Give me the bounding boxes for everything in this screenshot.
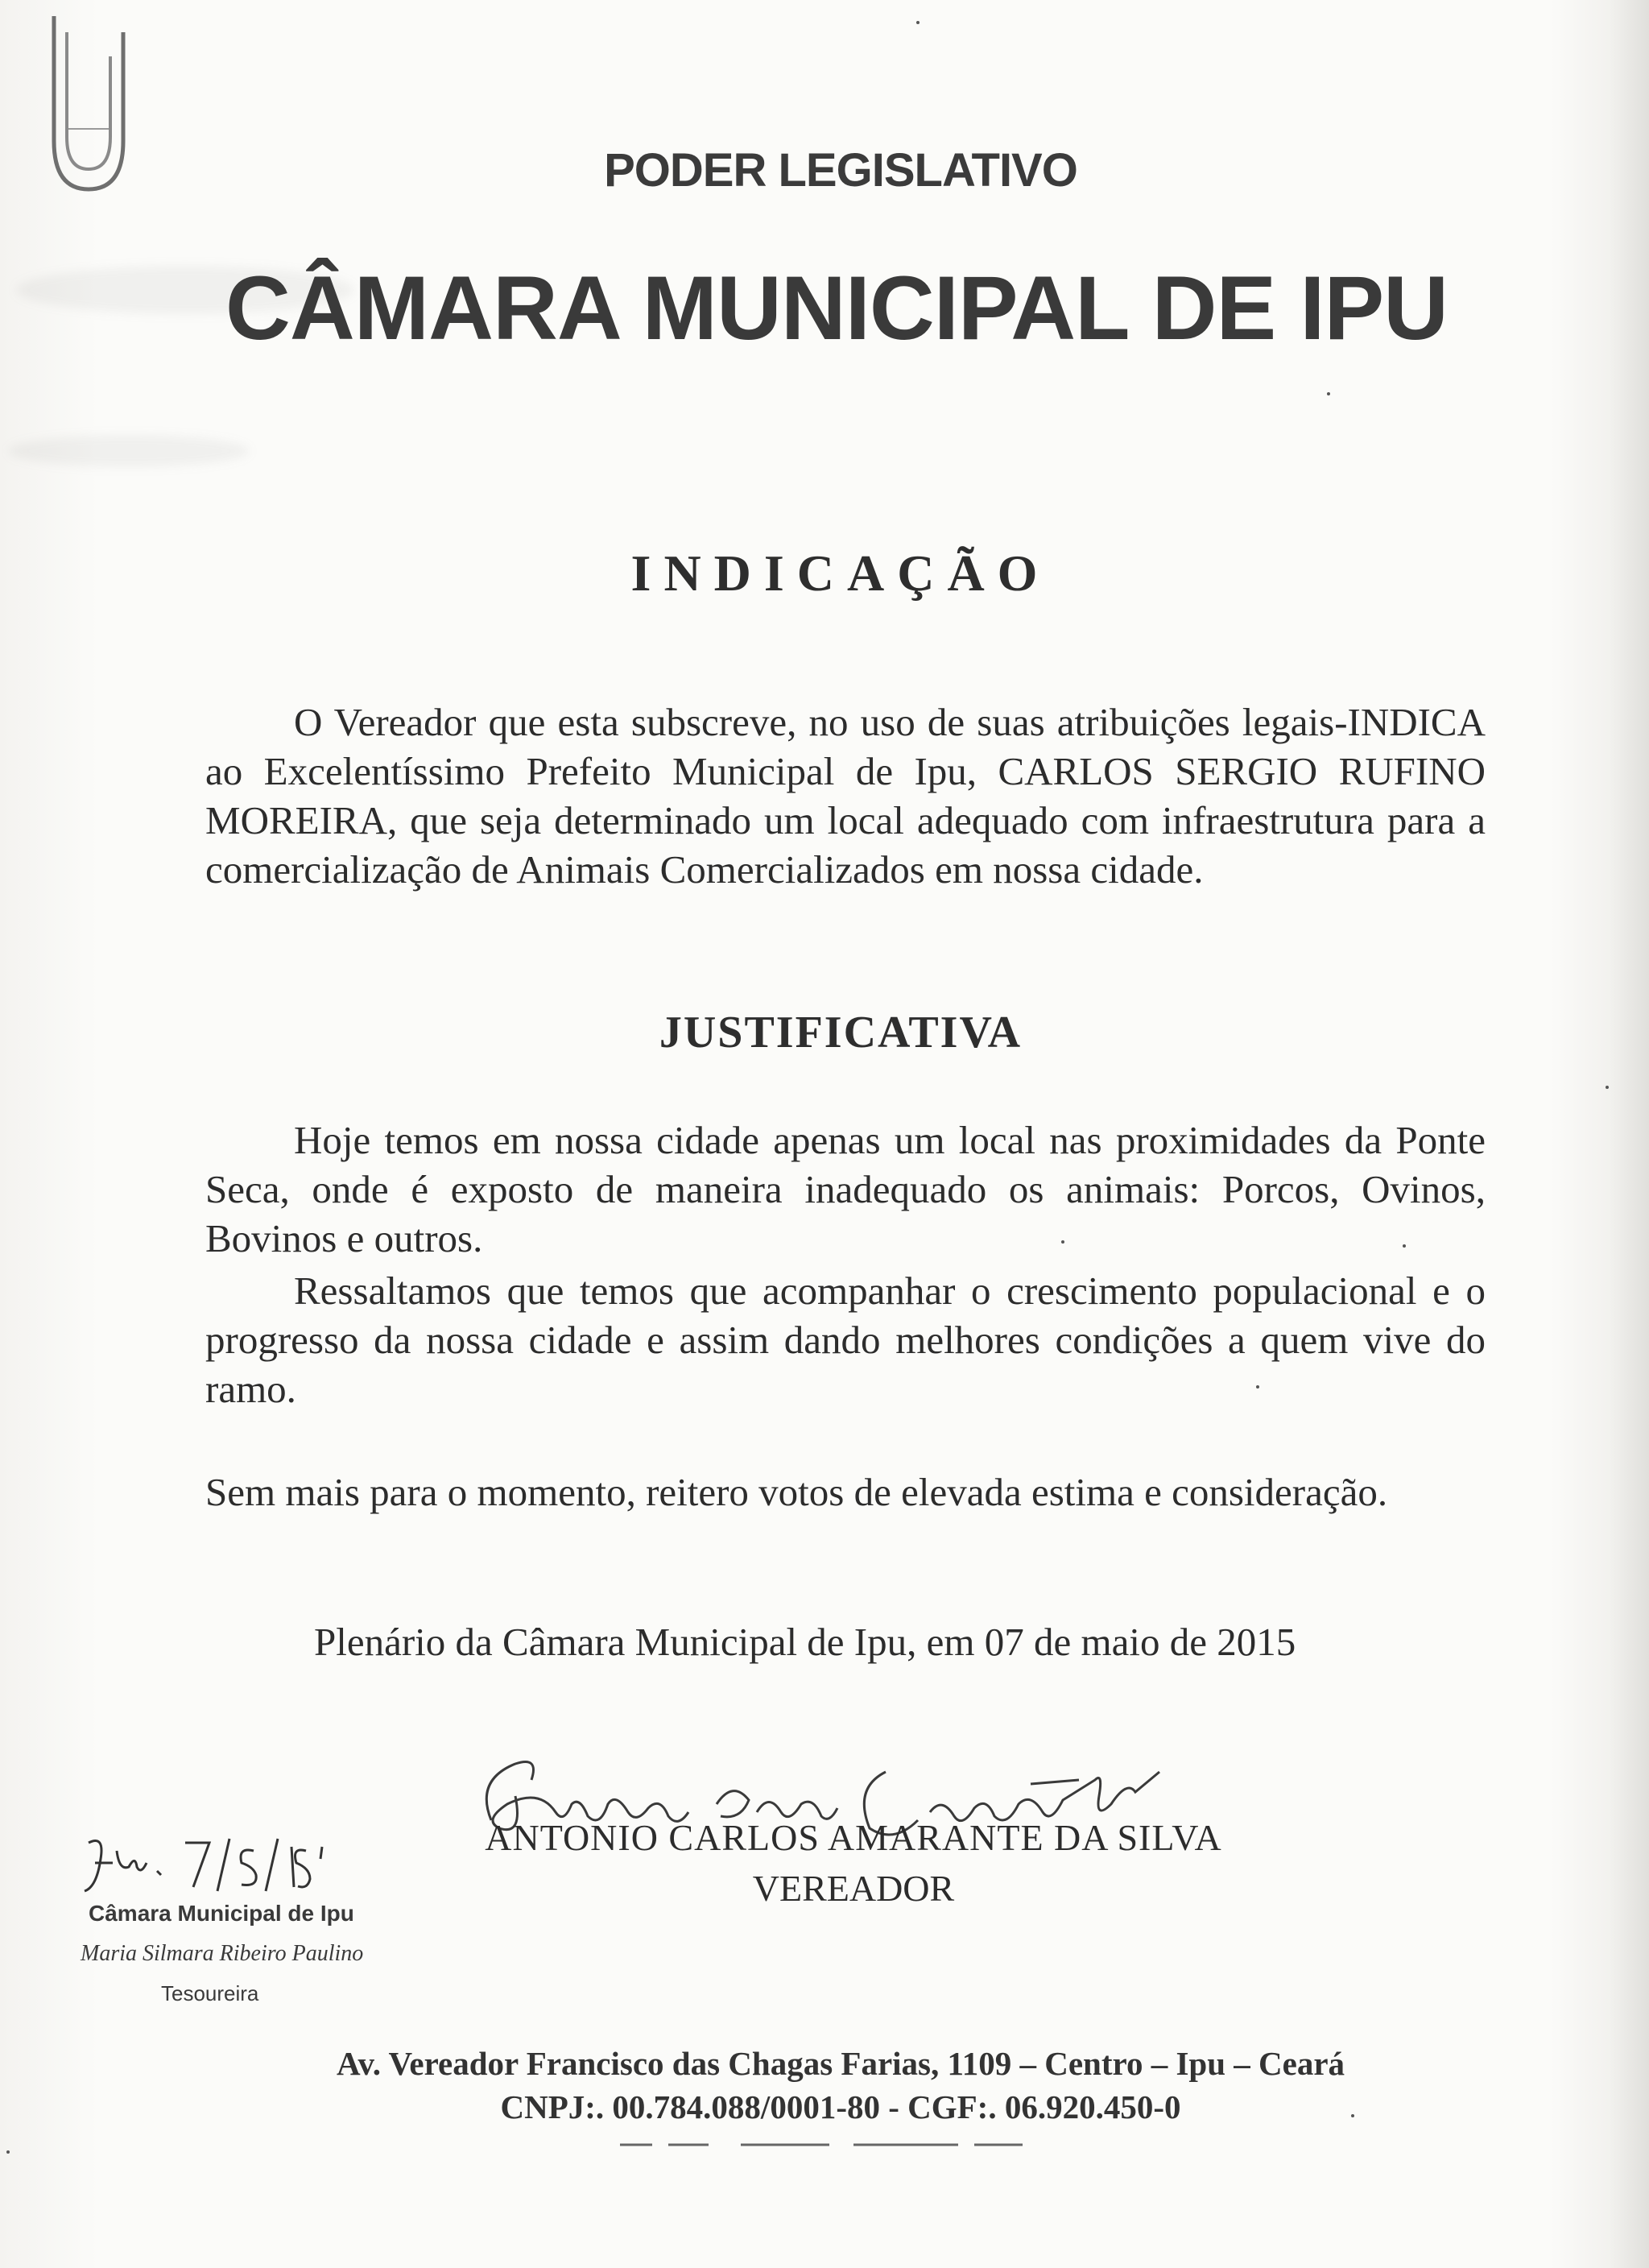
scan-speck	[1606, 1086, 1609, 1089]
scan-smudge	[8, 435, 250, 467]
header-institution: CÂMARA MUNICIPAL DE IPU	[225, 258, 1449, 358]
justification-title: JUSTIFICATIVA	[659, 1008, 1023, 1057]
scan-speck	[1351, 2114, 1354, 2117]
closing-paragraph	[205, 1467, 1486, 1517]
scan-speck	[1256, 1385, 1259, 1389]
justification-paragraph-2	[205, 1266, 1486, 1413]
footer-registration: CNPJ:. 00.784.088/0001-80 - CGF:. 06.920.450-0	[500, 2088, 1181, 2125]
cutoff-text-fragment	[620, 2142, 1023, 2147]
scan-speck	[6, 2150, 10, 2154]
intro-text: O Vereador que esta subscreve, no uso de suas atribuições legais-INDICA ao Excelentíssimo Prefeito Municipal de Ipu, CARLOS SERGIO RUFINO MOREIRA, que seja determinado um local adequado com infraestrutura para a comercialização de Animais Comercializados em nossa cidade.	[205, 700, 1486, 892]
receipt-stamp-role: Tesoureira	[161, 1981, 259, 2005]
signer-role: VEREADOR	[752, 1868, 955, 1909]
intro-paragraph	[205, 697, 1486, 894]
document-title: INDICAÇÃO	[630, 544, 1051, 602]
justification-text-1: Hoje temos em nossa cidade apenas um local nas proximidades da Ponte Seca, onde é exposto de maneira inadequado os animais: Porcos, Ovinos, Bovinos e outros.	[205, 1118, 1486, 1260]
place-and-date: Plenário da Câmara Municipal de Ipu, em 07 de maio de 2015	[314, 1620, 1296, 1664]
signer-name: ANTONIO CARLOS AMARANTE DA SILVA	[485, 1817, 1222, 1858]
scan-speck	[1061, 1240, 1064, 1244]
justification-text-2: Ressaltamos que temos que acompanhar o crescimento populacional e o progresso da nossa cidade e assim dando melhores condições a quem vive do ramo.	[205, 1269, 1486, 1411]
receipt-stamp-person: Maria Silmara Ribeiro Paulino	[81, 1941, 364, 1966]
scan-speck	[916, 21, 920, 24]
scan-edge-shadow	[1609, 0, 1649, 2268]
scan-speck	[1327, 392, 1330, 395]
handwritten-receipt-date	[81, 1827, 386, 1899]
justification-paragraph-1	[205, 1115, 1486, 1263]
closing-text: Sem mais para o momento, reitero votos de elevada estima e consideração.	[205, 1470, 1388, 1514]
footer-address: Av. Vereador Francisco das Chagas Farias, 1109 – Centro – Ipu – Ceará	[336, 2045, 1345, 2082]
scan-speck	[1403, 1244, 1406, 1248]
receipt-stamp-institution: Câmara Municipal de Ipu	[89, 1901, 354, 1926]
header-authority: PODER LEGISLATIVO	[604, 144, 1077, 197]
